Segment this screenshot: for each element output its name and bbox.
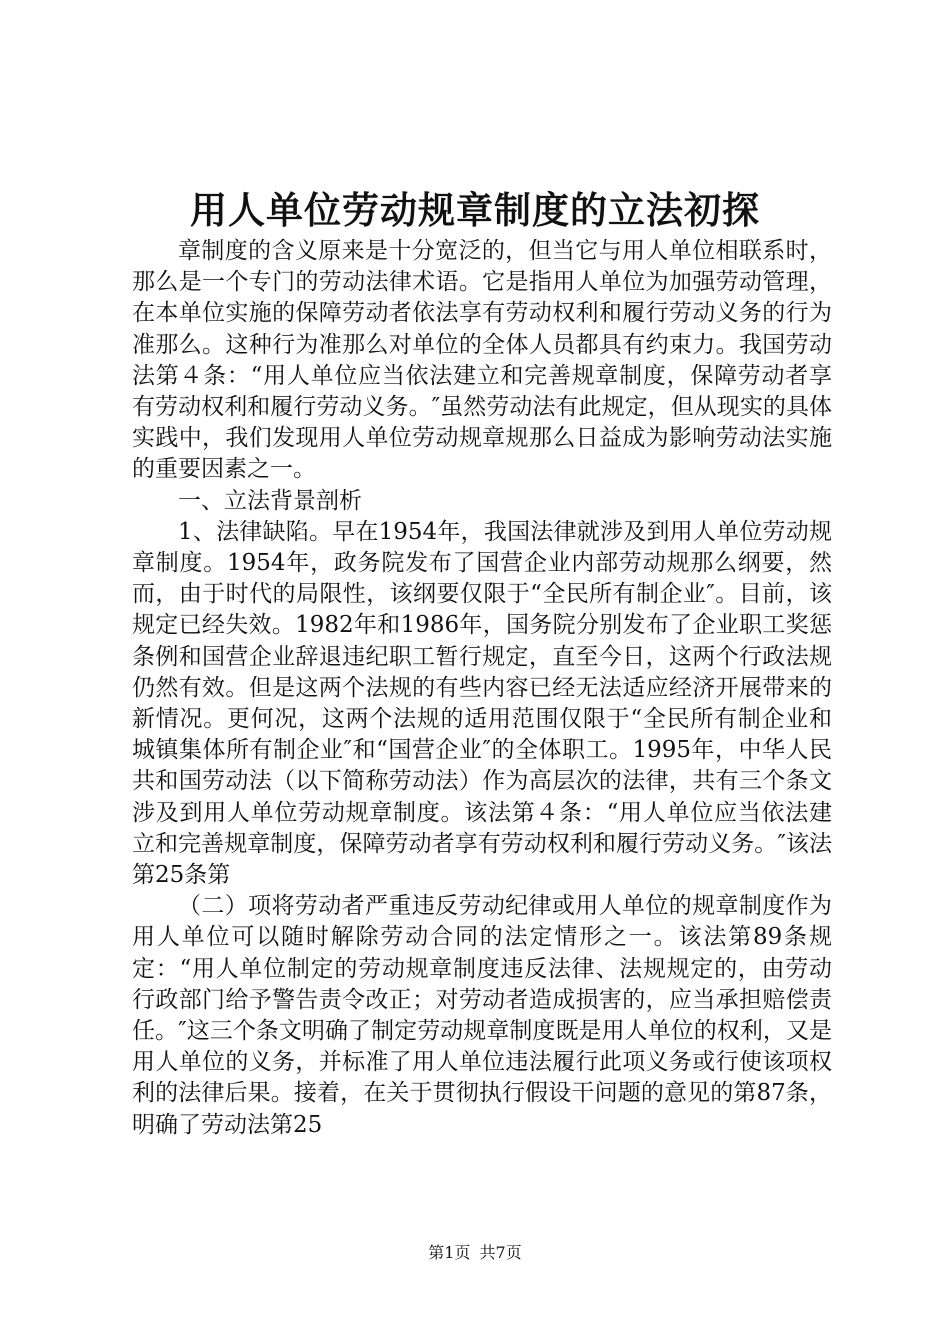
page-total: 共7页 (479, 1243, 522, 1262)
legal-defect-paragraph: 1、法律缺陷。早在1954年，我国法律就涉及到用人单位劳动规章制度。1954年，政务院发布了国营企业内部劳动规那么纲要，然而，由于时代的局限性，该纲要仅限于“全民所有制企业″。目前，该规定已经失效。1982年和1986年，国务院分别发布了企业职工奖惩条例和国营企业辞退违纪职工暂行规定，直至今日，这两个行政法规仍然有效。但是这两个法规的有些内容已经无法适应经济开展带来的新情况。更何况，这两个法规的适用范围仅限于“全民所有制企业和城镇集体所有制企业″和“国营企业″的全体职工。1995年，中华人民共和国劳动法（以下简称劳动法）作为高层次的法律，共有三个条文涉及到用人单位劳动规章制度。该法第４条：“用人单位应当依法建立和完善规章制度，保障劳动者享有劳动权利和履行劳动义务。″该法第25条第 (132, 518, 832, 889)
document-body (132, 236, 832, 1141)
page-number: 第1页 (428, 1243, 471, 1262)
intro-paragraph: 章制度的含义原来是十分宽泛的，但当它与用人单位相联系时，那么是一个专门的劳动法律术语。它是指用人单位为加强劳动管理，在本单位实施的保障劳动者依法享有劳动权利和履行劳动义务的行为准那么。这种行为准那么对单位的全体人员都具有约束力。我国劳动法第４条：“用人单位应当依法建立和完善规章制度，保障劳动者享有劳动权利和履行劳动义务。″虽然劳动法有此规定，但从现实的具体实践中，我们发现用人单位劳动规章规那么日益成为影响劳动法实施的重要因素之一。 (132, 238, 832, 483)
page-title: 用人单位劳动规章制度的立法初探 (190, 188, 760, 232)
section-heading: 一、立法背景剖析 (178, 487, 362, 514)
clause-two-paragraph: （二）项将劳动者严重违反劳动纪律或用人单位的规章制度作为用人单位可以随时解除劳动合同的法定情形之一。该法第89条规定：“用人单位制定的劳动规章制度违反法律、法规规定的，由劳动行政部门给予警告责令改正；对劳动者造成损害的，应当承担赔偿责任。″这三个条文明确了制定劳动规章制度既是用人单位的权利，又是用人单位的义务，并标准了用人单位违法履行此项义务或行使该项权利的法律后果。接着，在关于贯彻执行假设干问题的意见的第87条，明确了劳动法第25 (132, 893, 832, 1138)
page-footer (0, 1242, 950, 1264)
